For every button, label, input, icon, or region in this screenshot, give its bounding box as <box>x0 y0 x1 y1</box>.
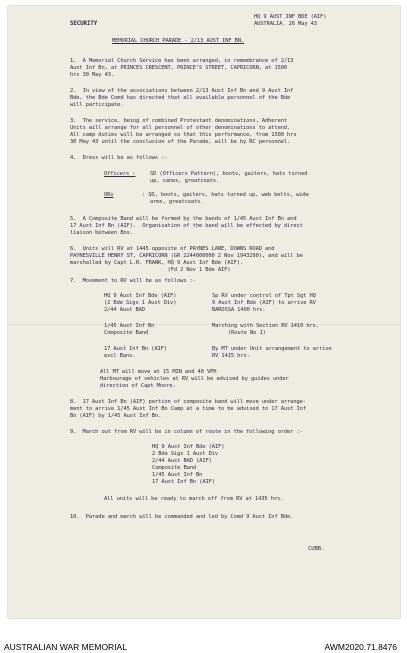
movement-right-3-1: By MT under Unit arrangement to arrive <box>212 346 332 352</box>
signature: CUBB. <box>308 546 325 552</box>
movement-right-1-2: 9 Aust Inf Bde (AIF) to arrive RV <box>212 300 316 306</box>
movement-right-2-2: (Route No 1) <box>228 330 266 336</box>
movement-left-2-1: 1/45 Aust Inf Bn <box>104 323 155 329</box>
paper-fold <box>8 324 400 325</box>
para-6-line-1: 6. Units will RV at 1445 opposite of PAYNES LANE, DOWNS ROAD and <box>70 246 275 252</box>
movement-right-2-1: Marching with Section RV 1410 hrs. <box>212 323 319 329</box>
para-3-line-4: 30 May 43 until the conclusion of the Parade, will be by RC personnel. <box>70 139 291 145</box>
para-5-line-3: liaison between Bns. <box>70 230 133 236</box>
para-3-line-1: 3. The service, being of combined Protestant denominations, Adherent <box>70 118 288 124</box>
dress-ors-line-1: : SD, boots, gaiters, hats turned up, web belts, wide <box>142 192 309 198</box>
movement-left-1-1: HQ 9 Aust Inf Bde (AIF) <box>104 293 177 299</box>
para-8-line-1: 8. 17 Aust Inf Bn (AIF) portion of composite band will move under arrange- <box>70 399 306 405</box>
movement-right-1-1: Sp RV under control of Tpt Sgt HQ <box>212 293 316 299</box>
para-9-intro: 9. March out from RV will be in column of route in the following order :- <box>70 429 303 435</box>
para-2-line-1: 2. In view of the associations between 2/13 Aust Inf Bn and 9 Aust Inf <box>70 88 294 94</box>
para-10: 10. Parade and march will be commanded and led by Comd 9 Aust Inf Bde. <box>70 514 294 520</box>
document-title: MEMORIAL CHURCH PARADE - 2/13 AUST INF BN. <box>112 38 245 44</box>
march-order-3: 2/44 Aust BAD (AIF) <box>152 458 212 464</box>
dress-officers-line-2: up, canes, greatcoats. <box>150 178 220 184</box>
march-order-5: 1/45 Aust Inf Bn <box>152 472 203 478</box>
dress-ors-line-2: arms, greatcoats. <box>150 199 204 205</box>
movement-note-1: All MT will move at 15 MIN and 40 VPH <box>100 369 217 375</box>
movement-left-1-3: 2/44 Aust BAD <box>104 307 145 313</box>
movement-note-3: direction of Capt Moore. <box>100 383 176 389</box>
para-2-line-2: Bde, the Bde Comd has directed that all available personnel of the Bde <box>70 95 291 101</box>
dress-officers-label: Officers : <box>104 171 136 177</box>
para-4-intro: 4. Dress will be as follows :- <box>70 155 168 161</box>
para-6-line-3: marshalled by Capt L.R. FRANK, HQ 9 Aust Inf Bde (AIF). <box>70 260 243 266</box>
dress-officers-line-1: SD (Officers Pattern), boots, gaiters, hats turned <box>150 171 308 177</box>
movement-left-3-2: excl Bans. <box>104 353 136 359</box>
document-page <box>8 6 400 618</box>
para-1-line-1: 1. A Memorial Church Service has been arranged, in remembrance of 2/13 <box>70 58 294 64</box>
header-location: AUSTRALIA. 26 May 43 <box>254 21 317 27</box>
para-6-line-2: PAYNESVILLE HENRY ST, CAPRICORN (GR 2244000000 2 Nov 1943290), and will be <box>70 253 303 259</box>
para-8-line-3: Bn (AIF) by 1/45 Aust Inf Bn. <box>70 413 162 419</box>
movement-note-2: Harbourage of vehicles at RV will be advised by guides under <box>100 376 289 382</box>
header-unit: HQ 9 AUST INF BDE (AIF) <box>254 14 327 20</box>
march-order-2: 2 Bde Sigs 1 Aust Div <box>152 451 219 457</box>
para-1-line-3: hrs 30 May 43. <box>70 72 115 78</box>
march-order-4: Composite Band <box>152 465 197 471</box>
para-7-intro: 7. Movement to RV will be as follows :- <box>70 278 196 284</box>
para-1-line-2: Aust Inf Bn, at PRINCES CRESCENT, PRINCE'S STREET, CAPRICORN, at 1500 <box>70 65 288 71</box>
movement-left-3-1: 17 Aust Inf Bn (AIF) <box>104 346 167 352</box>
footer-institution: AUSTRALIAN WAR MEMORIAL <box>4 642 127 652</box>
movement-left-1-2: (2 Bde Sigs 1 Aust Div) <box>104 300 177 306</box>
archive-footer <box>0 620 407 653</box>
march-order-6: 17 Aust Inf Bn (AIF) <box>152 479 215 485</box>
security-label: SECURITY <box>70 21 98 27</box>
march-order-1: HQ 9 Aust Inf Bde (AIF) <box>152 444 225 450</box>
para-3-line-3: All camp duties will be arranged so that this performance, from 1500 hrs <box>70 132 297 138</box>
movement-left-2-2: Composite Band <box>104 330 149 336</box>
para-3-line-2: Units will arrange for all personnel of other denominations to attend. <box>70 125 291 131</box>
dress-ors-label: ORs <box>104 192 114 198</box>
para-5-line-1: 5. A Composite Band will be formed by the bands of 1/45 Aust Inf Bn and <box>70 216 297 222</box>
movement-right-3-2: RV 1415 hrs. <box>212 353 250 359</box>
para-6-line-4: (Fd 2 Nov 1 Bde AIF) <box>70 267 231 273</box>
movement-right-1-3: BAROSSA 1400 hrs. <box>212 307 266 313</box>
para-2-line-3: will participate. <box>70 102 124 108</box>
footer-accession-number: AWM2020.71.8476 <box>324 642 397 652</box>
para-5-line-2: 17 Aust Inf Bn (AIF). Organisation of the band will be effected by direct <box>70 223 303 229</box>
para-9-note: All units will be ready to march off from RV at 1435 hrs. <box>104 496 284 502</box>
para-8-line-2: ment to arrive 1/45 Aust Inf Bn Camp at a time to be advised to 17 Aust Inf <box>70 406 306 412</box>
